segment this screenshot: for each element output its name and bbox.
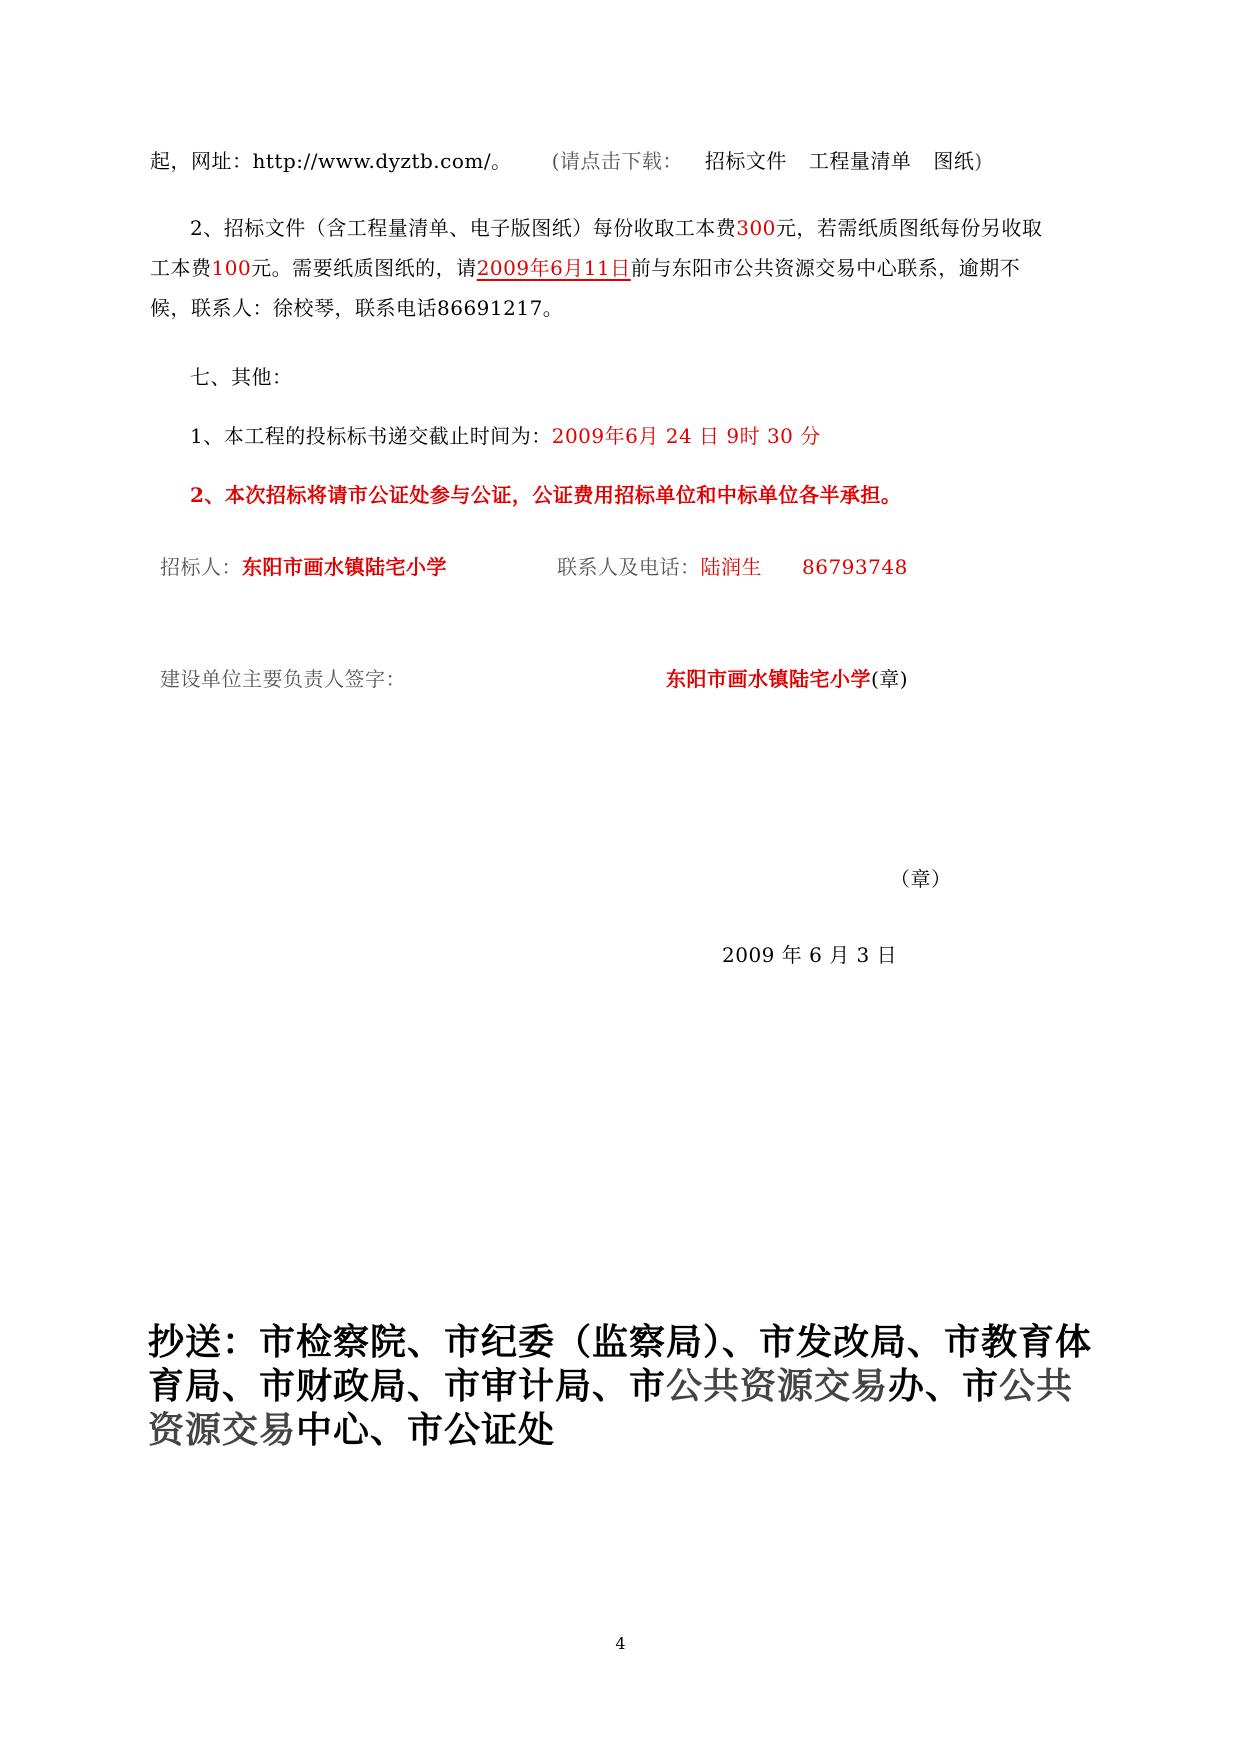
seal-line	[890, 864, 952, 894]
fee-text-1: 2、招标文件（含工程量清单、电子版图纸）每份收取工本费	[190, 216, 737, 240]
fee-amount-300: 300	[736, 216, 776, 240]
cc-line-3	[148, 1408, 555, 1452]
bill-of-quantities-link[interactable]: 工程量清单	[808, 149, 912, 173]
fee-text-4: 元。需要纸质图纸的，请	[251, 256, 477, 280]
drawings-link[interactable]: 图纸	[933, 149, 975, 173]
signature-line	[160, 664, 908, 694]
contact-name: 陆润生	[700, 555, 762, 579]
cc-text-2b: 公共资源交易	[666, 1365, 889, 1407]
cc-text-3a: 资源交易	[148, 1409, 297, 1451]
issue-date: 2009 年 6 月 3 日	[722, 943, 898, 967]
cc-text-2a: 育局、市财政局、市审计局、市	[148, 1365, 667, 1407]
signature-label: 建设单位主要负责人签字：	[160, 667, 406, 691]
cc-text-2c: 办、市	[888, 1365, 1000, 1407]
fee-amount-100: 100	[211, 256, 252, 280]
cc-text-2d: 公共	[999, 1365, 1074, 1407]
submission-deadline-time: 2009年6月 24 日 9时 30 分	[551, 424, 821, 448]
fee-text-5: 前与东阳市公共资源交易中心联系，逾期不	[630, 256, 1021, 280]
download-hint-close: )	[974, 149, 983, 173]
date-line	[722, 940, 897, 970]
notarization-line	[190, 480, 901, 510]
deadline-date: 2009年6月11日	[476, 256, 631, 280]
cc-text-1: 抄送：市检察院、市纪委（监察局）、市发改局、市教育体	[148, 1321, 1093, 1363]
notarization-text: 2、本次招标将请市公证处参与公证，公证费用招标单位和中标单位各半承担。	[190, 483, 902, 507]
contact-text: 候，联系人：徐校琴，联系电话86691217。	[150, 296, 564, 320]
tenderer-label: 招标人：	[160, 555, 242, 579]
signature-seal: (章)	[871, 667, 909, 691]
contact-phone: 86793748	[802, 555, 908, 579]
download-line	[150, 146, 983, 176]
seal-mark: （章）	[890, 867, 952, 891]
fee-text-2: 元，若需纸质图纸每份另收取	[775, 216, 1043, 240]
cc-text-3b: 中心、市公证处	[296, 1409, 556, 1451]
section-heading	[190, 362, 293, 392]
cc-line-1	[148, 1320, 1092, 1364]
contact-label: 联系人及电话：	[557, 555, 701, 579]
submission-deadline-label: 1、本工程的投标标书递交截止时间为：	[190, 424, 552, 448]
submission-deadline-line	[190, 421, 821, 451]
tenderer-name: 东阳市画水镇陆宅小学	[242, 555, 447, 579]
section-heading-text: 七、其他：	[190, 365, 293, 389]
fee-line-1	[190, 213, 1042, 243]
download-hint-open: (请点击下载：	[551, 149, 683, 173]
cc-line-2	[148, 1364, 1073, 1408]
fee-text-3: 工本费	[150, 256, 212, 280]
fee-line-2	[150, 253, 1020, 283]
tenderer-line	[160, 552, 908, 582]
page-number: 4	[615, 1634, 626, 1653]
tender-document-link[interactable]: 招标文件	[704, 149, 787, 173]
website-text: 起，网址：http://www.dyztb.com/。	[150, 149, 512, 173]
signature-unit: 东阳市画水镇陆宅小学	[666, 667, 871, 691]
fee-line-3	[150, 293, 563, 323]
